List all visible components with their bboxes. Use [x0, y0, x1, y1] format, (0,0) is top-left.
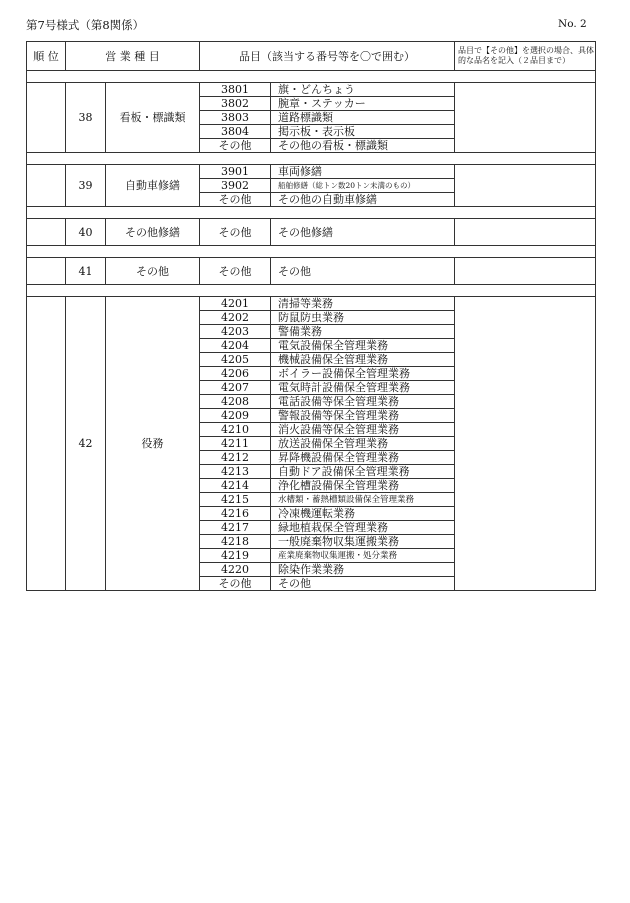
- item-code[interactable]: 4210: [200, 423, 271, 437]
- item-row: [27, 258, 596, 285]
- item-label: 産業廃棄物収集運搬・処分業務: [271, 549, 455, 563]
- item-code[interactable]: 4203: [200, 325, 271, 339]
- item-code[interactable]: 4209: [200, 409, 271, 423]
- item-label: 消火設備等保全管理業務: [271, 423, 455, 437]
- other-item-input[interactable]: [455, 165, 596, 207]
- category-number: 41: [66, 258, 106, 285]
- category-number: 42: [66, 297, 106, 591]
- item-label: 腕章・ステッカー: [271, 97, 455, 111]
- item-code[interactable]: 4204: [200, 339, 271, 353]
- item-label: 警報設備等保全管理業務: [271, 409, 455, 423]
- item-code[interactable]: 3801: [200, 83, 271, 97]
- item-code[interactable]: 4201: [200, 297, 271, 311]
- other-item-input[interactable]: [455, 297, 596, 591]
- item-label: 清掃等業務: [271, 297, 455, 311]
- spacer-cell: [27, 285, 596, 297]
- item-label: その他: [271, 258, 455, 285]
- item-label: 一般廃棄物収集運搬業務: [271, 535, 455, 549]
- item-row: [27, 219, 596, 246]
- other-item-input[interactable]: [455, 83, 596, 153]
- item-code[interactable]: 4220: [200, 563, 271, 577]
- rank-cell[interactable]: [27, 258, 66, 285]
- item-row: [27, 83, 596, 97]
- rank-header: 順 位: [27, 42, 66, 71]
- item-label: その他修繕: [271, 219, 455, 246]
- item-code[interactable]: 4216: [200, 507, 271, 521]
- category-name: 自動車修繕: [106, 165, 200, 207]
- spacer-cell: [27, 153, 596, 165]
- item-code[interactable]: 4214: [200, 479, 271, 493]
- spacer-cell: [27, 71, 596, 83]
- item-label: 冷凍機運転業務: [271, 507, 455, 521]
- item-label: 道路標識類: [271, 111, 455, 125]
- spacer-row: [27, 207, 596, 219]
- item-label: 自動ドア設備保全管理業務: [271, 465, 455, 479]
- spacer-row: [27, 71, 596, 83]
- item-code[interactable]: 3804: [200, 125, 271, 139]
- item-row: [27, 165, 596, 179]
- item-code[interactable]: 4207: [200, 381, 271, 395]
- item-code[interactable]: 3902: [200, 179, 271, 193]
- category-header: 営 業 種 目: [66, 42, 200, 71]
- item-label: 昇降機設備保全管理業務: [271, 451, 455, 465]
- item-code[interactable]: その他: [200, 193, 271, 207]
- item-label: 除染作業業務: [271, 563, 455, 577]
- item-code[interactable]: 4213: [200, 465, 271, 479]
- form-label: 第7号様式（第8関係）: [26, 18, 145, 32]
- item-code[interactable]: 4212: [200, 451, 271, 465]
- item-code[interactable]: その他: [200, 577, 271, 591]
- rank-cell[interactable]: [27, 83, 66, 153]
- item-code[interactable]: その他: [200, 139, 271, 153]
- item-label: 防鼠防虫業務: [271, 311, 455, 325]
- item-header: 品目（該当する番号等を〇で囲む）: [200, 42, 455, 71]
- rank-cell[interactable]: [27, 297, 66, 591]
- item-code[interactable]: 4206: [200, 367, 271, 381]
- page-number: No. 2: [558, 18, 587, 30]
- spacer-row: [27, 153, 596, 165]
- other-item-input[interactable]: [455, 258, 596, 285]
- item-code[interactable]: その他: [200, 219, 271, 246]
- item-code[interactable]: 4218: [200, 535, 271, 549]
- rank-cell[interactable]: [27, 219, 66, 246]
- table-header: [27, 42, 596, 71]
- item-row: [27, 297, 596, 311]
- item-label: その他の看板・標識類: [271, 139, 455, 153]
- item-code[interactable]: 4205: [200, 353, 271, 367]
- item-label: その他: [271, 577, 455, 591]
- item-label: 水槽類・蓄熱槽類設備保全管理業務: [271, 493, 455, 507]
- item-code[interactable]: 4211: [200, 437, 271, 451]
- spacer-row: [27, 246, 596, 258]
- item-label: 浄化槽設備保全管理業務: [271, 479, 455, 493]
- item-label: 緑地植栽保全管理業務: [271, 521, 455, 535]
- item-label: 電気設備保全管理業務: [271, 339, 455, 353]
- category-name: その他修繕: [106, 219, 200, 246]
- item-code[interactable]: その他: [200, 258, 271, 285]
- item-label: 車両修繕: [271, 165, 455, 179]
- spacer-row: [27, 285, 596, 297]
- category-number: 40: [66, 219, 106, 246]
- item-label: 放送設備保全管理業務: [271, 437, 455, 451]
- category-name: 役務: [106, 297, 200, 591]
- item-label: ボイラー設備保全管理業務: [271, 367, 455, 381]
- category-name: 看板・標識類: [106, 83, 200, 153]
- note-header: 品目で【その他】を選択の場合、具体的な品名を記入（２品目まで）: [455, 42, 596, 71]
- item-label: 掲示板・表示板: [271, 125, 455, 139]
- item-code[interactable]: 4202: [200, 311, 271, 325]
- category-number: 38: [66, 83, 106, 153]
- spacer-cell: [27, 207, 596, 219]
- item-label: 電気時計設備保全管理業務: [271, 381, 455, 395]
- item-code[interactable]: 4219: [200, 549, 271, 563]
- rank-cell[interactable]: [27, 165, 66, 207]
- item-label: 警備業務: [271, 325, 455, 339]
- item-code[interactable]: 3901: [200, 165, 271, 179]
- other-item-input[interactable]: [455, 219, 596, 246]
- business-category-table: [26, 41, 596, 591]
- item-label: その他の自動車修繕: [271, 193, 455, 207]
- item-code[interactable]: 4217: [200, 521, 271, 535]
- item-label: 電話設備等保全管理業務: [271, 395, 455, 409]
- item-label: 旗・どんちょう: [271, 83, 455, 97]
- item-label: 機械設備保全管理業務: [271, 353, 455, 367]
- item-code[interactable]: 4215: [200, 493, 271, 507]
- spacer-cell: [27, 246, 596, 258]
- item-code[interactable]: 3803: [200, 111, 271, 125]
- category-number: 39: [66, 165, 106, 207]
- item-code[interactable]: 3802: [200, 97, 271, 111]
- category-name: その他: [106, 258, 200, 285]
- item-code[interactable]: 4208: [200, 395, 271, 409]
- item-label: 船舶修繕（総トン数20トン未満のもの）: [271, 179, 455, 193]
